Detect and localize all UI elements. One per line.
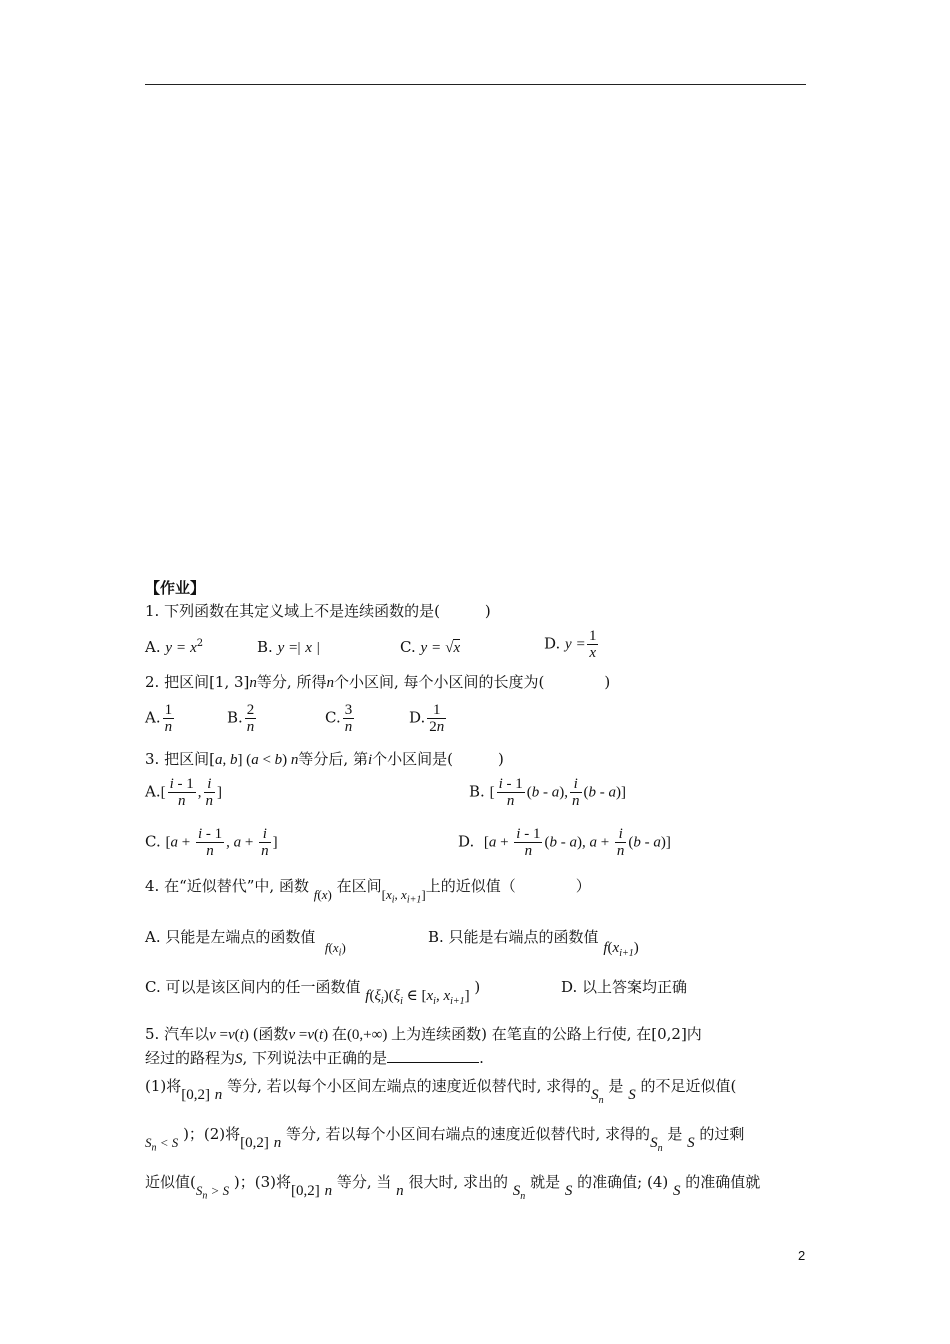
q5-line-4: $S_n < S$ )；(2)将[0,2] n 等分, 若以每个小区间右端点的速度近似替代时, 求得的$S_n$ 是 S 的过剩 bbox=[145, 1125, 745, 1154]
q3-option-c: C. [a + $\frac{i - 1}{n}$ , a + $\frac{i}{n}$ ] bbox=[145, 826, 278, 859]
q5-line-5: 近似值($S_n > S$ )；(3)将[0,2] n 等分, 当 n 很大时, 求出的 $S_n$ 就是 S 的准确值; (4) S 的准确值就 bbox=[145, 1173, 761, 1202]
q1-stem: 1. 下列函数在其定义域上不是连续函数的是( ) bbox=[145, 602, 491, 620]
q1-option-b: B. y =| x | bbox=[257, 638, 320, 656]
q4-option-b: B. 只能是右端点的函数值 $f(x_{i+1})$ bbox=[428, 928, 639, 959]
q3-option-d: D. [a + $\frac{i - 1}{n}$ (b - a), a + $\frac{i}{n}$ (b - a)] bbox=[458, 826, 671, 859]
header-rule bbox=[145, 84, 806, 85]
q5-line-2: 经过的路程为S, 下列说法中正确的是 . bbox=[145, 1049, 484, 1067]
q3-option-b: B. [ $\frac{i - 1}{n}$ (b - a), $\frac{i}{n}$ (b - a)] bbox=[469, 776, 626, 809]
q1-option-c: C. y = √x bbox=[400, 638, 461, 656]
section-title: 【作业】 bbox=[145, 579, 206, 597]
q5-line-3: (1)将[0,2] n 等分, 若以每个小区间左端点的速度近似替代时, 求得的$S_n$ 是 S 的不足近似值( bbox=[145, 1077, 737, 1106]
q3-stem: 3. 把区间[a, b] (a < b) n等分后, 第i个小区间是( ) bbox=[145, 750, 504, 768]
q2-stem: 2. 把区间[1, 3]n等分, 所得n个小区间, 每个小区间的长度为( ) bbox=[145, 673, 611, 691]
q4-option-d: D. 以上答案均正确 bbox=[561, 978, 688, 996]
q1-option-d: D. y = $\frac{1}{x}$ bbox=[544, 628, 597, 661]
q2-option-a: A. $\frac{1}{n}$ bbox=[145, 702, 173, 735]
q4-option-a: A. 只能是左端点的函数值 $f(x_i)$ bbox=[145, 928, 346, 959]
q5-line-1: 5. 汽车以v =v(t) (函数v =v(t) 在(0,+∞) 上为连续函数) 在笔直的公路上行使, 在[0,2]内 bbox=[145, 1025, 702, 1043]
q4-option-c: C. 可以是该区间内的任一函数值 $f(\xi_i)(\xi_i$ ∈ [$x_i$, $x_{i+1}$] ) bbox=[145, 978, 481, 1007]
page-number: 2 bbox=[798, 1248, 806, 1263]
q3-option-a: A.[ $\frac{i - 1}{n}$ , $\frac{i}{n}$ ] bbox=[145, 776, 223, 809]
q2-option-c: C. $\frac{3}{n}$ bbox=[325, 702, 353, 735]
q1-option-a: A. $y = x^2$ bbox=[145, 638, 204, 656]
q2-option-d: D. $\frac{1}{2n}$ bbox=[409, 702, 445, 735]
q4-stem: 4. 在“近似替代”中, 函数 f(x) 在区间[$x_i$, $x_{i+1}$]上的近似值（ ） bbox=[145, 877, 591, 906]
q2-option-b: B. $\frac{2}{n}$ bbox=[227, 702, 255, 735]
answer-blank[interactable] bbox=[387, 1048, 479, 1063]
